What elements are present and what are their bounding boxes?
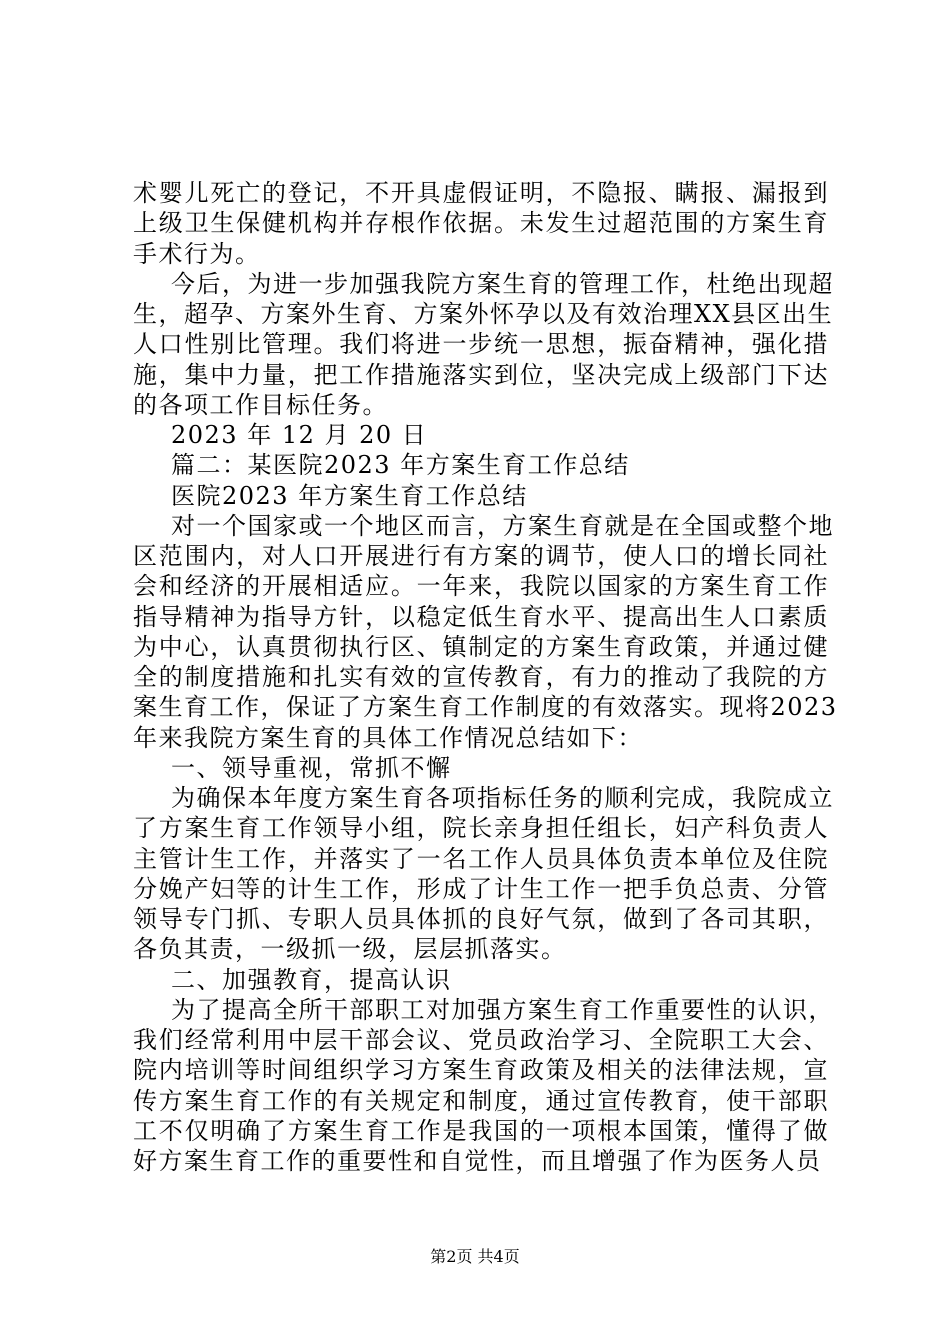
text-line: 二、加强教育，提高认识 (171, 965, 452, 994)
paragraph (133, 420, 829, 450)
text-line: 会和经济的开展相适应。一年来，我院以国家的方案生育工作 (133, 572, 829, 601)
text-line: 生，超孕、方案外生育、方案外怀孕以及有效治理XX县区出生 (133, 300, 834, 328)
paragraph (133, 450, 829, 480)
text-line: 我们经常利用中层干部会议、党员政治学习、全院职工大会、 (133, 1026, 829, 1054)
text-line: 主管计生工作，并落实了一名工作人员具体负责本单位及住院 (133, 844, 829, 873)
paragraph (133, 481, 829, 511)
text-line: 各负其责，一级抓一级，层层抓落实。 (133, 935, 567, 964)
text-line: 手术行为。 (133, 239, 261, 268)
text-line: 工不仅明确了方案生育工作是我国的一项根本国策，懂得了做 (133, 1116, 829, 1145)
text-line: 今后，为进一步加强我院方案生育的管理工作，杜绝出现超 (171, 269, 834, 298)
paragraph (133, 783, 834, 965)
paragraph (133, 995, 834, 1177)
text-line: 分娩产妇等的计生工作，形成了计生工作一把手负总责、分管 (133, 874, 829, 903)
text-line: 案生育工作，保证了方案生育工作制度的有效落实。现将2023 (133, 693, 838, 722)
text-line: 区范围内，对人口开展进行有方案的调节，使人口的增长同社 (133, 542, 829, 570)
text-line: 院内培训等时间组织学习方案生育政策及相关的法律法规，宣 (133, 1056, 829, 1085)
text-line: 传方案生育工作的有关规定和制度，通过宣传教育，使干部职 (133, 1086, 829, 1115)
paragraph (133, 178, 829, 269)
page-footer: 第2页 共4页 (430, 1247, 520, 1266)
text-line: 了方案生育工作领导小组，院长亲身担任组长，妇产科负责人 (133, 814, 829, 843)
text-line: 一、领导重视，常抓不懈 (171, 753, 452, 782)
text-line: 为确保本年度方案生育各项指标任务的顺利完成，我院成立 (171, 784, 834, 812)
text-line: 指导精神为指导方针，以稳定低生育水平、提高出生人口素质 (133, 602, 829, 631)
text-line: 全的制度措施和扎实有效的宣传教育，有力的推动了我院的方 (133, 663, 829, 691)
text-line: 人口性别比管理。我们将进一步统一思想，振奋精神，强化措 (133, 330, 829, 359)
text-line: 年来我院方案生育的具体工作情况总结如下： (133, 723, 643, 752)
text-line: 篇二：某医院2023 年方案生育工作总结 (171, 451, 630, 480)
text-line: 医院2023 年方案生育工作总结 (171, 481, 528, 510)
text-line: 术婴儿死亡的登记，不开具虚假证明，不隐报、瞒报、漏报到 (133, 179, 829, 207)
text-line: 的各项工作目标任务。 (133, 390, 388, 419)
text-line: 2023 年 12 月 20 日 (171, 421, 428, 449)
text-line: 好方案生育工作的重要性和自觉性，而且增强了作为医务人员 (133, 1147, 822, 1175)
paragraph (133, 965, 829, 995)
text-line: 施，集中力量，把工作措施落实到位，坚决完成上级部门下达 (133, 360, 829, 389)
document-body (133, 178, 838, 1176)
text-line: 对一个国家或一个地区而言，方案生育就是在全国或整个地 (171, 511, 834, 540)
text-line: 领导专门抓、专职人员具体抓的良好气氛，做到了各司其职， (133, 905, 829, 933)
paragraph (133, 511, 838, 753)
paragraph (133, 753, 829, 783)
paragraph (133, 269, 834, 420)
text-line: 为了提高全所干部职工对加强方案生育工作重要性的认识， (171, 995, 834, 1024)
text-line: 上级卫生保健机构并存根作依据。未发生过超范围的方案生育 (133, 209, 829, 238)
text-line: 为中心，认真贯彻执行区、镇制定的方案生育政策，并通过健 (133, 632, 829, 661)
